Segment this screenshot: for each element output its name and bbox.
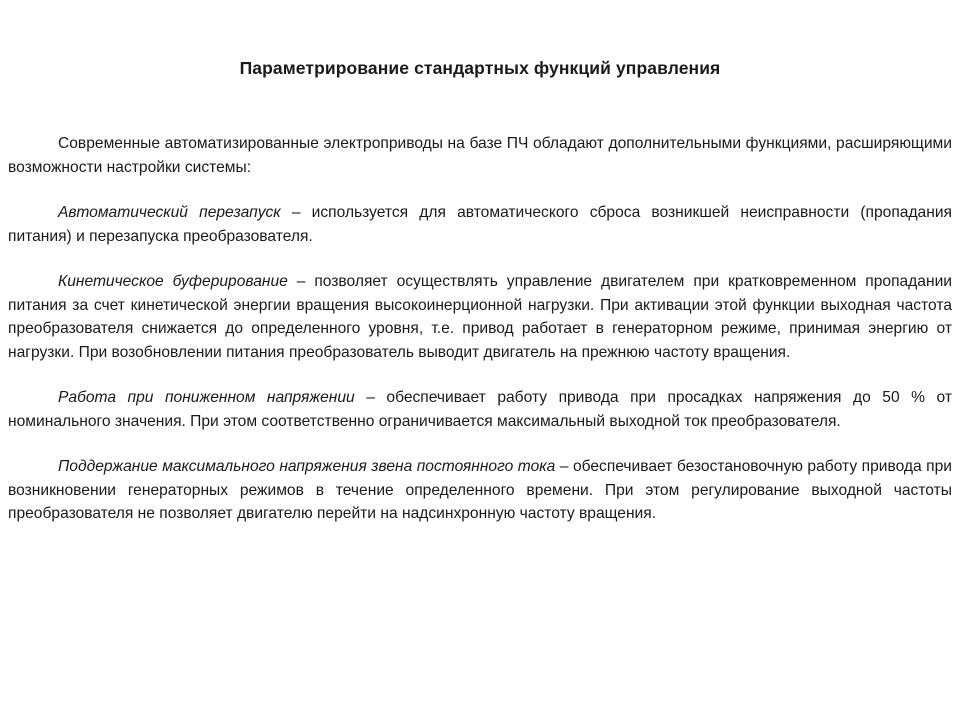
intro-paragraph: Современные автоматизированные электроприводы на базе ПЧ обладают дополнительными функциями, расширяющими возможности настройки системы:: [8, 135, 952, 176]
function-description: – используется для автоматического сброса возникшей неисправности (пропадания питания) и перезапуска преобразователя.: [8, 204, 952, 245]
function-description: – обеспечивает работу привода при просадках напряжения до 50 % от номинального значения. При этом соответственно ограничивается максимальный выходной ток преобразователя.: [8, 389, 952, 430]
function-term: Работа при пониженном напряжении: [58, 389, 355, 406]
function-paragraph-dc-bus-voltage: [8, 455, 952, 526]
function-paragraph-undervoltage: [8, 386, 952, 433]
function-paragraph-auto-restart: [8, 201, 952, 248]
slide-body: [8, 132, 952, 526]
function-term: Автоматический перезапуск: [58, 204, 281, 221]
function-term: Кинетическое буферирование: [58, 273, 288, 290]
function-description: – обеспечивает безостановочную работу привода при возникновении генераторных режимов в течение определенного времени. При этом регулирование выходной частоты преобразователя не позволяет двигателю перейти на надсинхронную частоту вращения.: [8, 458, 952, 522]
slide-title: Параметрирование стандартных функций управления: [239, 58, 721, 78]
function-description: – позволяет осуществлять управление двигателем при кратковременном пропадании питания за счет кинетической энергии вращения высокоинерционной нагрузки. При активации этой функции выходная частота преобразователя снижается до определенного уровня, т.е. привод работает в генераторном режиме, принимая энергию от нагрузки. При возобновлении питания преобразователь выводит двигатель на прежнюю частоту вращения.: [8, 273, 952, 361]
function-term: Поддержание максимального напряжения звена постоянного тока: [58, 458, 556, 475]
function-paragraph-kinetic-buffering: [8, 270, 952, 364]
